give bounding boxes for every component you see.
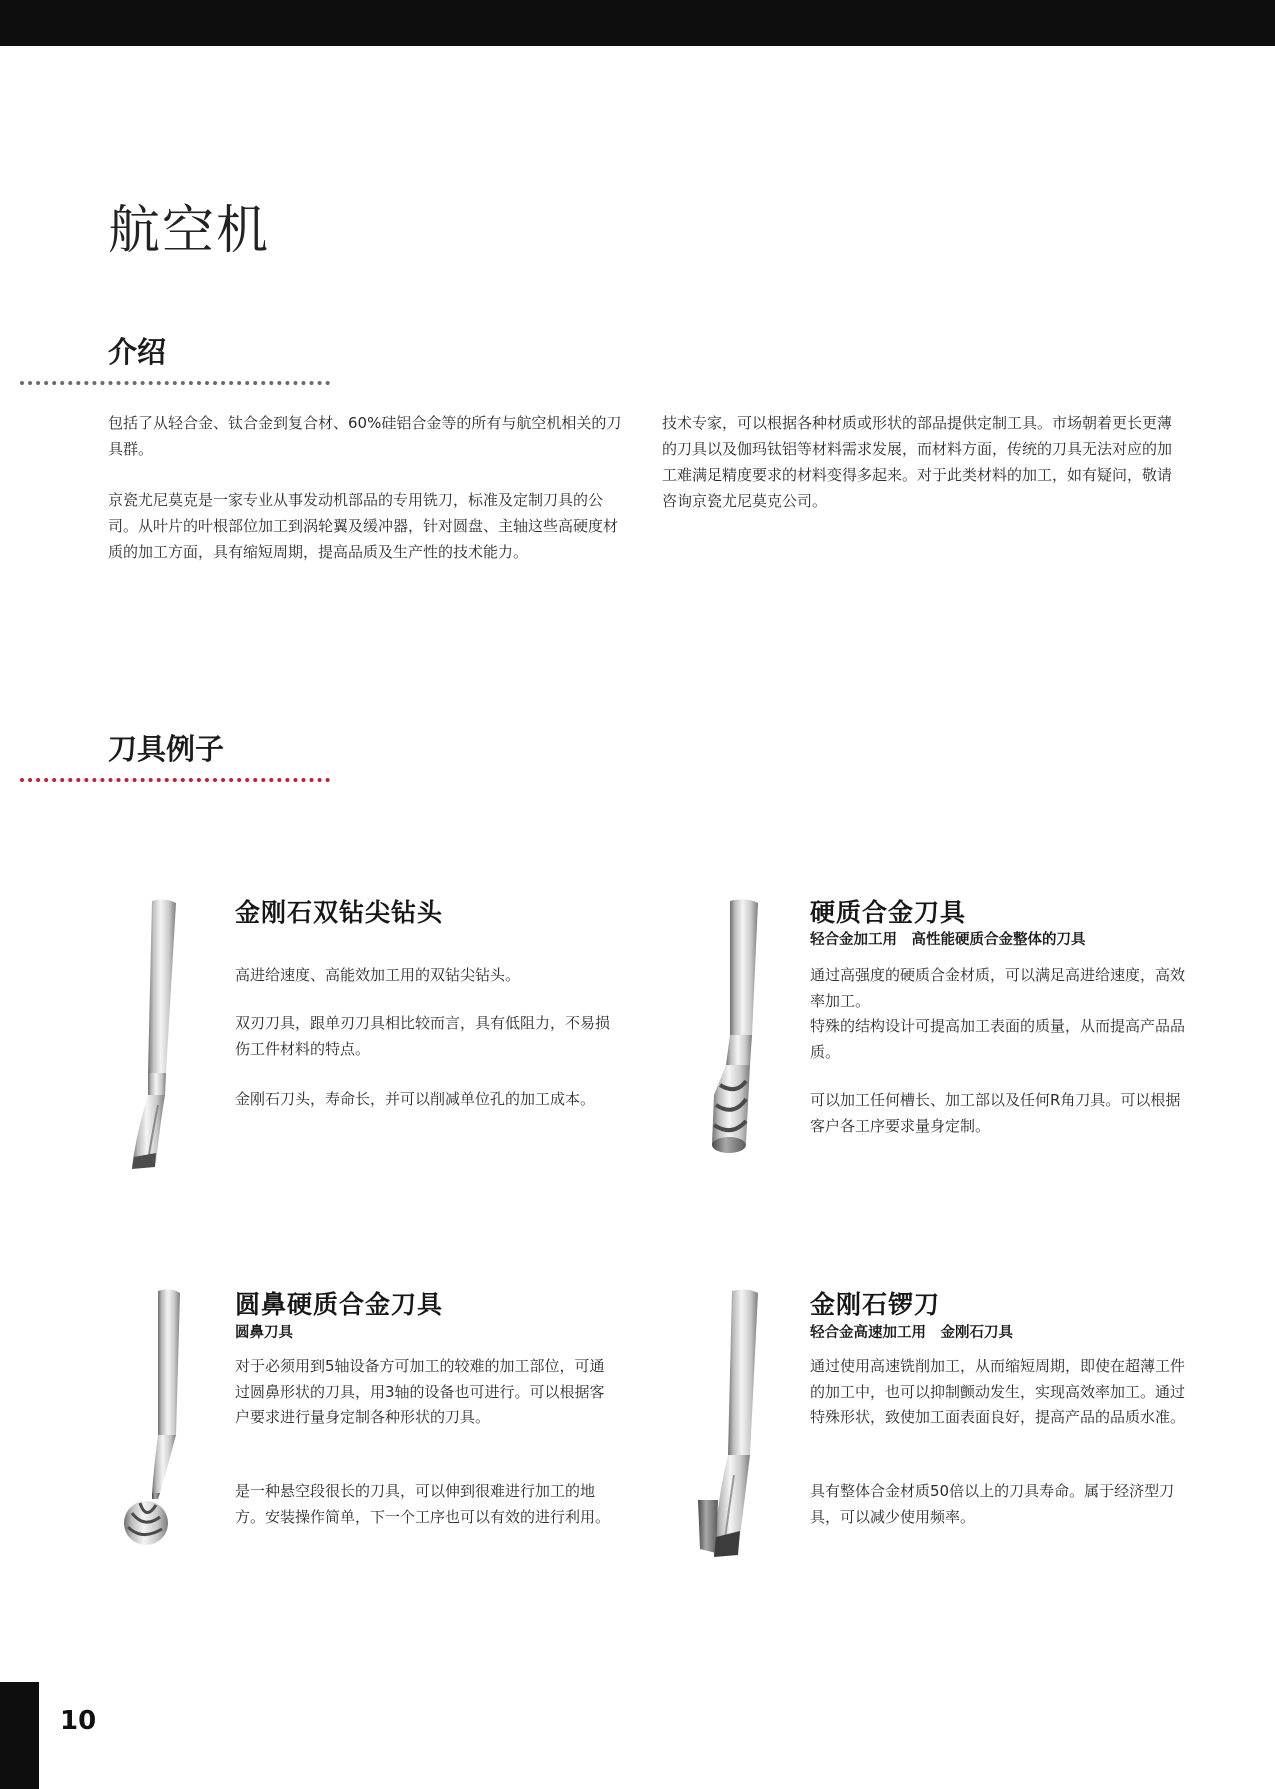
tool-description: 对于必须用到5轴设备方可加工的较难的加工部位，可通过圆鼻形状的刀具，用3轴的设备也可进行。可以根据客户要求进行量身定制各种形状的刀具。 [235,1357,605,1426]
tool-subtitle: 轻合金高速加工用 金刚石刀具 [810,1325,1013,1341]
intro-heading: 介绍 [108,335,167,369]
top-bar [0,0,1275,46]
carbide-end-mill-image [690,895,780,1165]
tool-description: 金刚石刀头，寿命长，并可以削减单位孔的加工成本。 [235,1090,596,1108]
diamond-router-image [688,1285,778,1565]
tool-subtitle: 圆鼻刀具 [235,1325,293,1341]
diamond-drill-image [118,895,198,1175]
ball-nose-tool-image [118,1285,198,1555]
tool-title: 金刚石锣刀 [810,1290,941,1319]
intro-paragraph: 技术专家，可以根据各种材质或形状的部品提供定制工具。市场朝着更长更薄的刀具以及伽玛钛铝等材料需求发展，而材料方面，传统的刀具无法对应的加工难满足精度要求的材料变得多起来。对于此类材料的加工，如有疑问，敬请咨询京瓷尤尼莫克公司。 [662,414,1173,510]
tool-subtitle: 轻合金加工用 高性能硬质合金整体的刀具 [810,932,1086,948]
tool-title: 金刚石双钻尖钻头 [235,898,444,927]
page-number: 10 [60,1706,97,1736]
intro-paragraph: 包括了从轻合金、钛合金到复合材、60%硅铝合金等的所有与航空机相关的刀具群。 [108,414,622,458]
tool-description: 具有整体合金材质50倍以上的刀具寿命。属于经济型刀具，可以减少使用频率。 [810,1482,1175,1526]
tool-description: 可以加工任何槽长、加工部以及任何R角刀具。可以根据客户各工序要求量身定制。 [810,1091,1181,1135]
tool-description: 高进给速度、高能效加工用的双钻尖钻头。 [235,966,521,984]
tool-title: 硬质合金刀具 [810,898,967,927]
page-title: 航空机 [108,201,271,261]
tool-description: 通过使用高速铣削加工，从而缩短周期，即使在超薄工件的加工中，也可以抑制颤动发生，实现高效率加工。通过特殊形状，致使加工面表面良好，提高产品的品质水准。 [810,1357,1186,1426]
examples-heading: 刀具例子 [108,732,225,766]
examples-divider [20,778,330,782]
page-tab [0,1682,39,1789]
tool-description: 是一种悬空段很长的刀具，可以伸到很难进行加工的地方。安装操作简单，下一个工序也可以有效的进行利用。 [235,1482,611,1526]
intro-divider [20,381,330,385]
tool-description: 通过高强度的硬质合金材质，可以满足高进给速度，高效率加工。 特殊的结构设计可提高加工表面的质量，从而提高产品品质。 [810,966,1186,1061]
tool-title: 圆鼻硬质合金刀具 [235,1290,444,1319]
intro-paragraph: 京瓷尤尼莫克是一家专业从事发动机部品的专用铣刀，标准及定制刀具的公司。从叶片的叶根部位加工到涡轮翼及缓冲器，针对圆盘、主轴这些高硬度材质的加工方面，具有缩短周期，提高品质及生产性的技术能力。 [108,491,619,561]
tool-description: 双刃刀具，跟单刃刀具相比较而言，具有低阻力，不易损伤工件材料的特点。 [235,1014,611,1058]
